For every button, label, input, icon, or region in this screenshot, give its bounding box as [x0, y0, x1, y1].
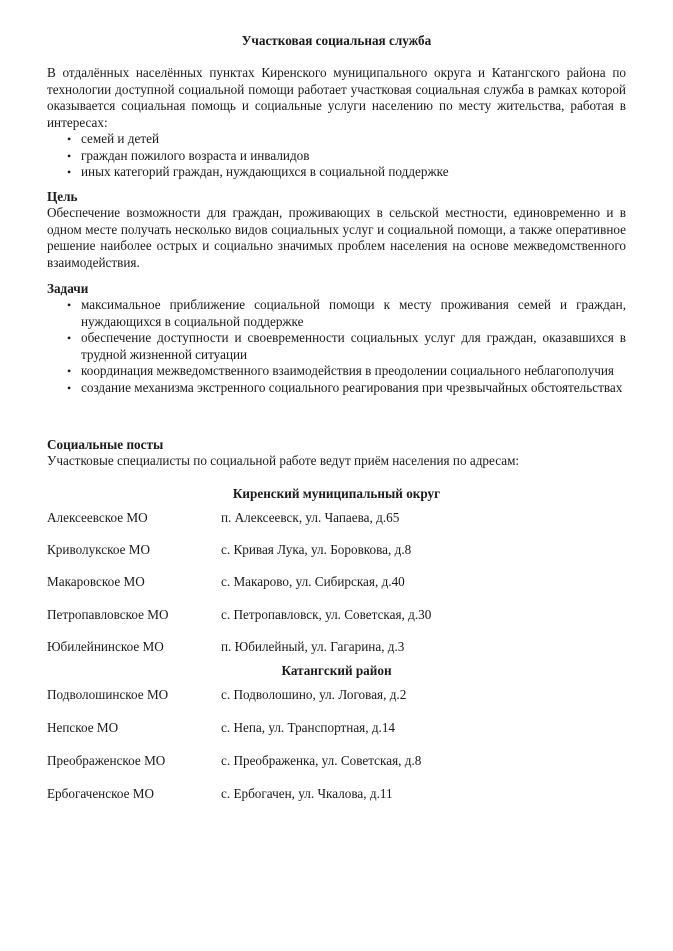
- municipality-address: с. Преображенка, ул. Советская, д.8: [221, 753, 422, 768]
- municipality-address: с. Ербогачен, ул. Чкалова, д.11: [221, 786, 393, 801]
- municipality-name: Преображенское МО: [47, 753, 166, 768]
- intro-list: [47, 131, 626, 181]
- municipality-address: с. Непа, ул. Транспортная, д.14: [221, 720, 396, 735]
- municipality-name: Алексеевское МО: [47, 510, 148, 525]
- group-heading-katangsky: Катангский район: [281, 663, 392, 678]
- tasks-list-item: • координация межведомственного взаимодействия в преодолении социального неблагополучия: [47, 363, 626, 380]
- document-title: Участковая социальная служба: [241, 33, 432, 48]
- intro-paragraph: В отдалённых населённых пунктах Киренского муниципального округа и Катангского района по технологии доступной социальной помощи работает участковая социальная служба в рамках которой оказывается социальная помощь и социальные услуги населению по месту жительства, работая в интересах:: [47, 65, 626, 130]
- tasks-heading: Задачи: [47, 281, 89, 296]
- group-heading-kirensky: Киренский муниципальный округ: [232, 486, 441, 501]
- intro-list-item: • иных категорий граждан, нуждающихся в социальной поддержке: [47, 164, 626, 181]
- goal-text: Обеспечение возможности для граждан, проживающих в сельской местности, единовременно и в одном месте получать несколько видов социальных услуг и социальной помощи, а также оперативное решение наиболее острых и социально значимых проблем населения на основе межведомственного взаимодействия.: [47, 205, 626, 270]
- municipality-address: с. Подволошино, ул. Логовая, д.2: [221, 687, 407, 702]
- municipality-address: п. Алексеевск, ул. Чапаева, д.65: [221, 510, 400, 525]
- municipality-name: Макаровское МО: [47, 574, 145, 589]
- municipality-address: с. Петропавловск, ул. Советская, д.30: [221, 607, 432, 622]
- intro-list-item: • семей и детей: [47, 131, 626, 148]
- municipality-name: Юбилейнинское МО: [47, 639, 164, 654]
- municipality-name: Подволошинское МО: [47, 687, 169, 702]
- municipality-address: с. Макарово, ул. Сибирская, д.40: [221, 574, 405, 589]
- municipality-address: п. Юбилейный, ул. Гагарина, д.3: [221, 639, 405, 654]
- municipality-name: Криволукское МО: [47, 542, 151, 557]
- goal-heading: Цель: [47, 189, 78, 204]
- tasks-list-item: • обеспечение доступности и своевременности социальных услуг для граждан, оказавшихся в трудной жизненной ситуации: [47, 330, 626, 363]
- municipality-name: Петропавловское МО: [47, 607, 169, 622]
- municipality-name: Ербогаченское МО: [47, 786, 154, 801]
- municipality-name: Непское МО: [47, 720, 119, 735]
- tasks-list: [47, 297, 626, 397]
- posts-intro: Участковые специалисты по социальной работе ведут приём населения по адресам:: [47, 453, 520, 468]
- intro-list-item: • граждан пожилого возраста и инвалидов: [47, 148, 626, 165]
- posts-heading: Социальные посты: [47, 437, 164, 452]
- tasks-list-item: • создание механизма экстренного социального реагирования при чрезвычайных обстоятельствах: [47, 380, 626, 397]
- tasks-list-item: • максимальное приближение социальной помощи к месту проживания семей и граждан, нуждающихся в социальной поддержке: [47, 297, 626, 330]
- municipality-address: с. Кривая Лука, ул. Боровкова, д.8: [221, 542, 412, 557]
